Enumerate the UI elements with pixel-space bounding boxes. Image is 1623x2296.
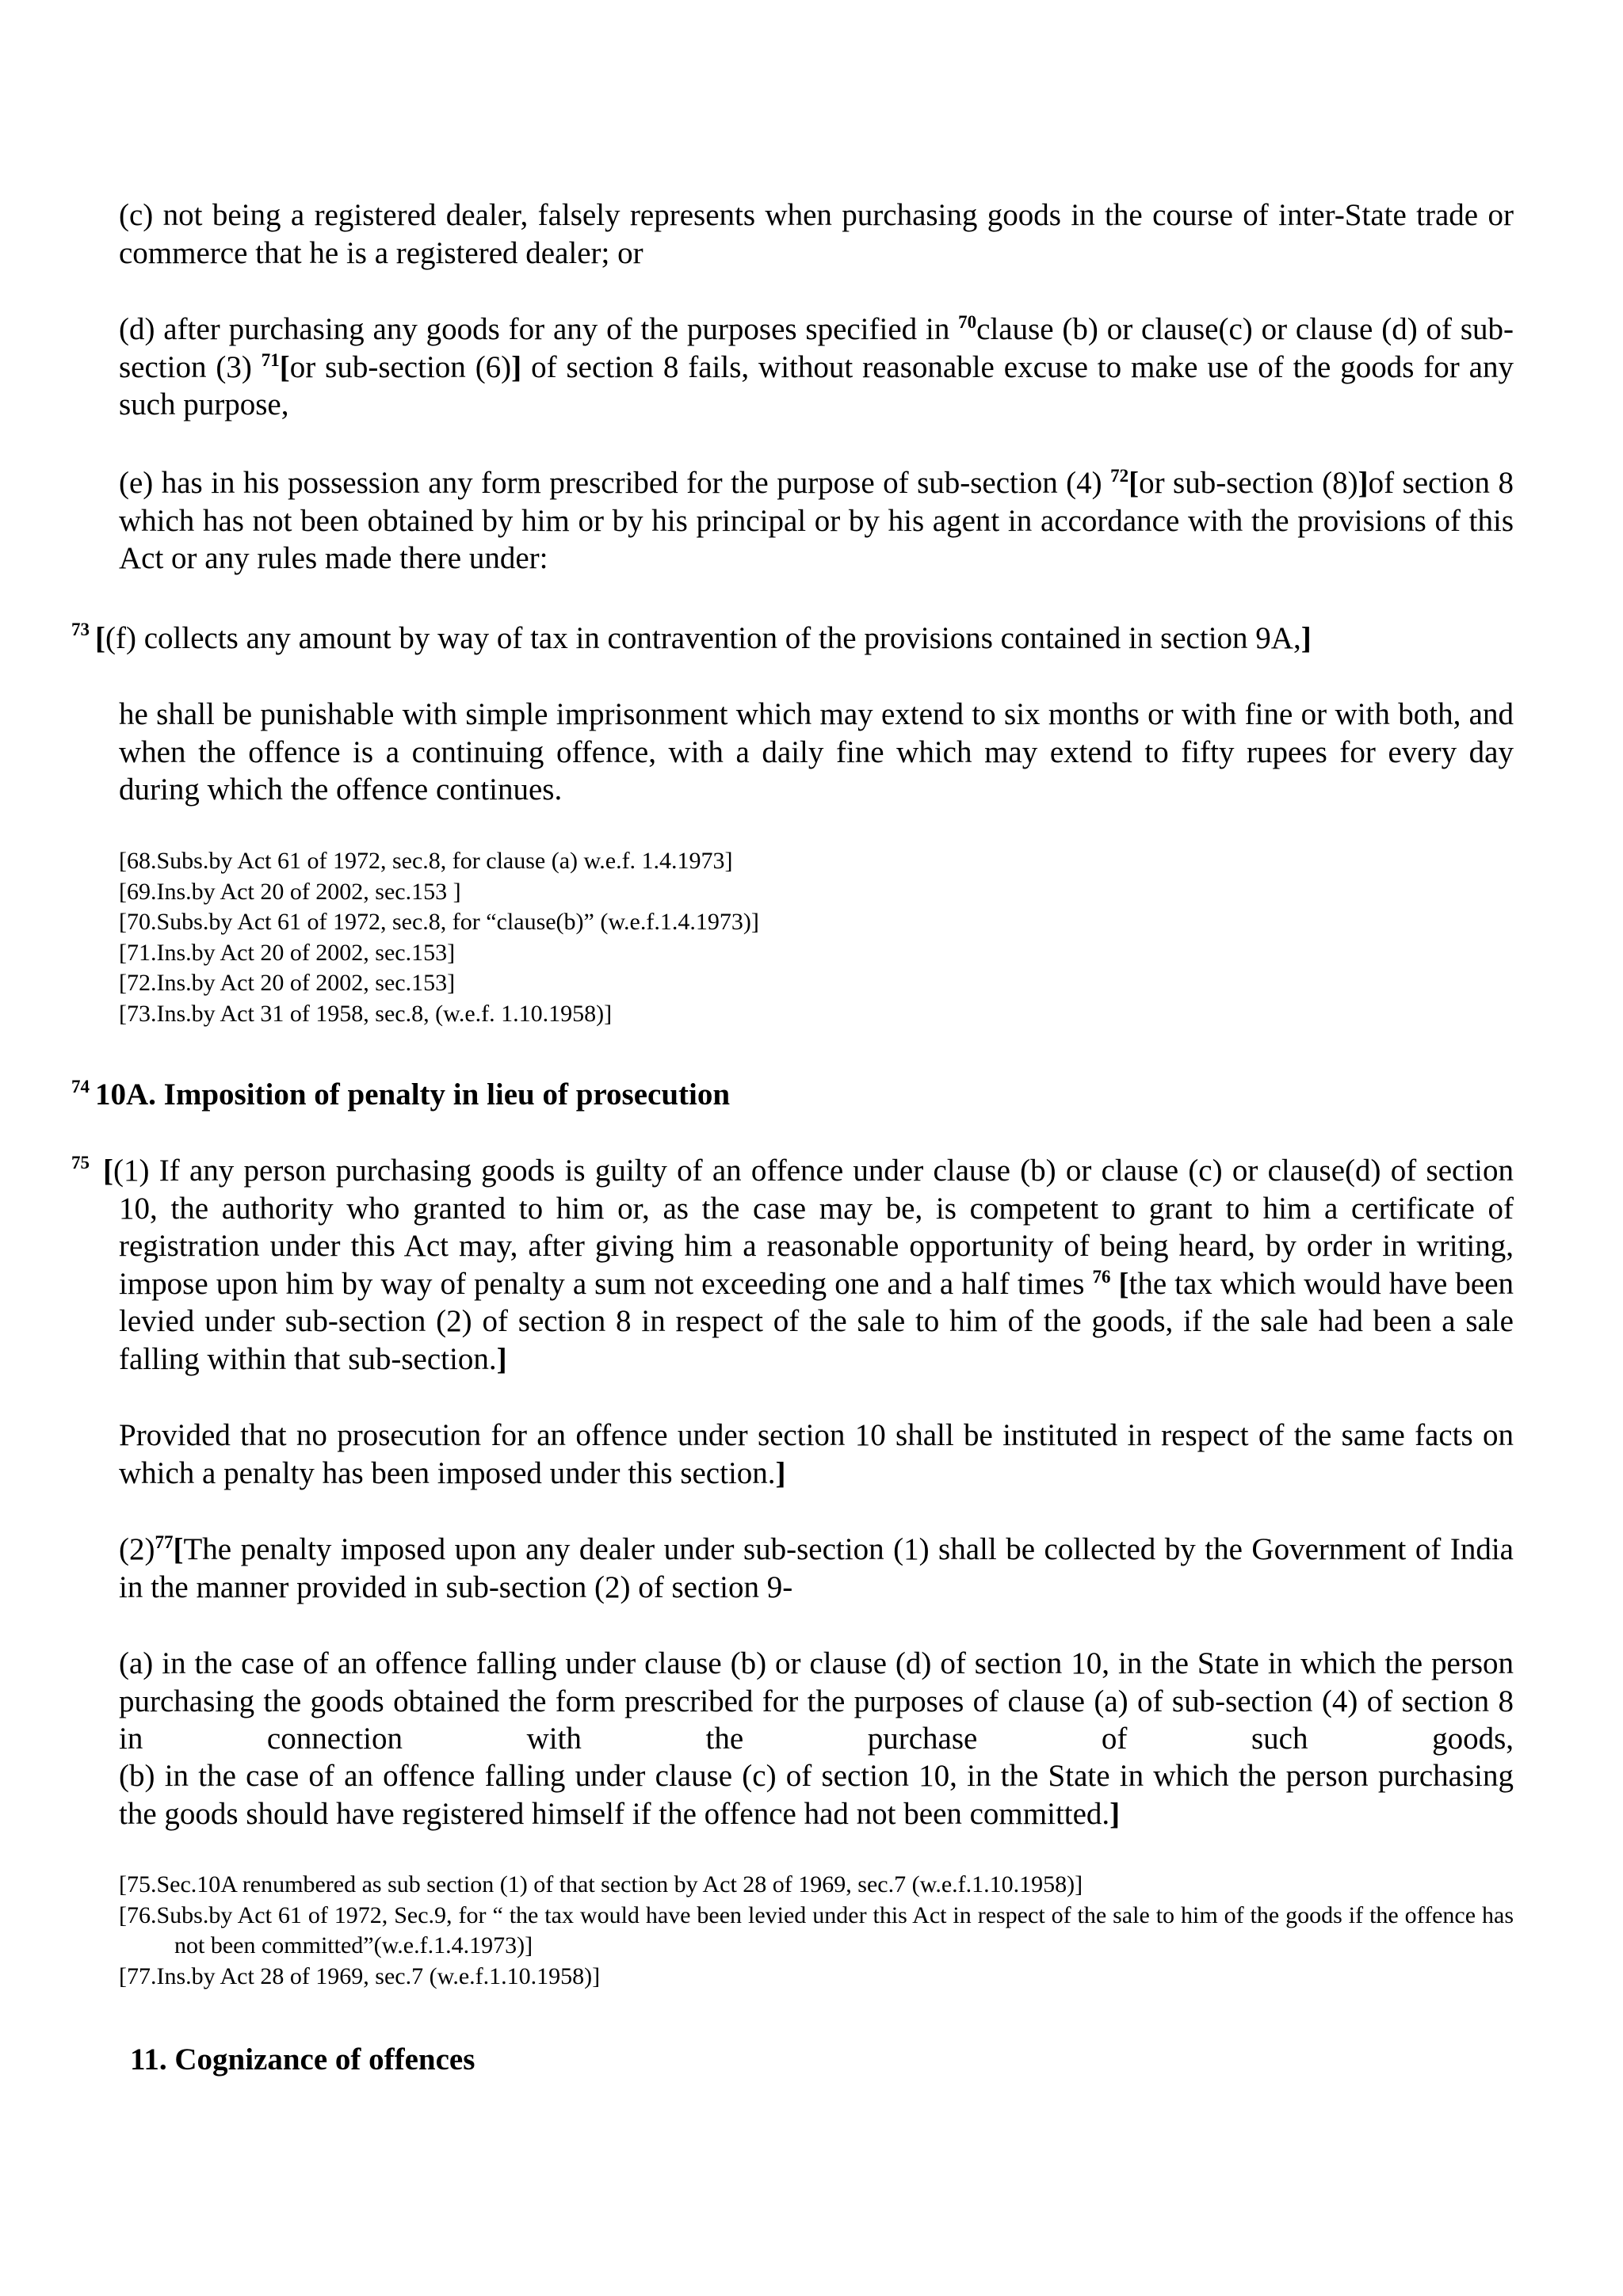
proviso-text: Provided that no prosecution for an offence under section 10 shall be instituted in respect of the same facts on which a penalty has been imposed under this section.: [119, 1418, 1514, 1490]
clause-c: (c) not being a registered dealer, falsely represents when purchasing goods in the course of inter-State trade or commerce that he is a registered dealer; or: [119, 198, 1514, 270]
section-10a-subsection-2: [119, 1531, 1514, 1606]
clause-f: [95, 620, 1514, 658]
clause-e-post: of section 8 which has not been obtained by him or by his principal or by his agent in accordance with the provisions of this Act or any rules made there under:: [119, 466, 1514, 575]
footnote-ref-71: 71: [261, 349, 280, 370]
footnote-ref-76: 76: [1092, 1266, 1111, 1287]
section-10a-subsection-1: [103, 1152, 1514, 1378]
footnote-69: [69.Ins.by Act 20 of 2002, sec.153 ]: [119, 878, 461, 905]
punishment-paragraph: he shall be punishable with simple imprisonment which may extend to six months or with fine or with both, and when the offence is a continuing offence, with a daily fine which may extend to fifty rupees for every day during which the offence continues.: [119, 697, 1514, 807]
footnotes-block-2: [119, 1870, 1514, 1992]
footnote-76: [76.Subs.by Act 61 of 1972, Sec.9, for “ the tax would have been levied under this Act in respect of the sale to him of the goods if the offence has not been committed”(w.e.f.1.4.1973)]: [119, 1901, 1514, 1958]
footnote-73: [73.Ins.by Act 31 of 1958, sec.8, (w.e.f. 1.10.1958)]: [119, 1000, 613, 1027]
proviso-paragraph: [119, 1417, 1514, 1492]
subsection-2-pre: (2): [119, 1532, 155, 1566]
section-10a-heading: 10A. Imposition of penalty in lieu of prosecution: [95, 1077, 731, 1112]
subsection-2-clause-b: [119, 1757, 1514, 1833]
clause-d-post: of section 8 fails, without reasonable excuse to make use of the goods for any such purpose,: [119, 349, 1514, 421]
bracket-close: ]: [1300, 621, 1312, 655]
bracket-close: ]: [496, 1341, 507, 1376]
footnote-70: [70.Subs.by Act 61 of 1972, sec.8, for “clause(b)” (w.e.f.1.4.1973)]: [119, 909, 759, 935]
footnote-75: [75.Sec.10A renumbered as sub section (1) of that section by Act 28 of 1969, sec.7 (w.e.f.1.10.1958)]: [119, 1871, 1083, 1897]
bracket-open: [: [173, 1532, 184, 1566]
footnote-ref-77: 77: [155, 1532, 174, 1552]
clause-d-mid2: or sub-section (6): [289, 349, 512, 384]
clause-e-mid: or sub-section (8): [1139, 466, 1358, 500]
clause-d-pre: (d) after purchasing any goods for any of the purposes specified in: [119, 312, 959, 346]
bracket-open: [: [1128, 466, 1140, 500]
footnote-marker-73: 73: [71, 620, 90, 639]
bracket-close: ]: [1109, 1796, 1121, 1831]
clause-e-pre: (e) has in his possession any form prescribed for the purpose of sub-section (4): [119, 466, 1111, 500]
subsection-1-text-2: the tax which would have been levied under sub-section (2) of section 8 in respect of the sale to him of the goods, if the sale had been a sale falling within that sub-section.: [119, 1266, 1514, 1376]
clause-b-text: (b) in the case of an offence falling under clause (c) of section 10, in the State in which the person purchasing the goods should have registered himself if the offence had not been committed.: [119, 1759, 1514, 1831]
clause-d: [119, 311, 1514, 424]
bracket-open: [: [103, 1154, 113, 1188]
clause-f-text: (f) collects any amount by way of tax in contravention of the provisions contained in section 9A,: [105, 621, 1301, 655]
footnotes-block-1: [119, 846, 1514, 1029]
section-11-heading: 11. Cognizance of offences: [130, 2042, 475, 2077]
bracket-open: [: [95, 621, 105, 655]
bracket-close: ]: [775, 1455, 786, 1490]
subsection-2-clause-a: (a) in the case of an offence falling under clause (b) or clause (d) of section 10, in the State in which the person purchasing the goods obtained the form prescribed for the purposes of clause (a) of sub-section (4) of section 8 in connection with the purchase of such goods,: [119, 1646, 1514, 1756]
footnote-68: [68.Subs.by Act 61 of 1972, sec.8, for clause (a) w.e.f. 1.4.1973]: [119, 848, 733, 874]
footnote-ref-72: 72: [1110, 466, 1129, 486]
footnote-ref-70: 70: [958, 312, 977, 332]
footnote-72: [72.Ins.by Act 20 of 2002, sec.153]: [119, 970, 456, 996]
clause-d-mid1: clause (b) or clause(c) or clause (d) of sub-section (3): [119, 312, 1514, 384]
footnote-77: [77.Ins.by Act 28 of 1969, sec.7 (w.e.f.1.10.1958)]: [119, 1962, 601, 1989]
bracket-close: ]: [1358, 466, 1369, 500]
bracket-open: [: [1110, 1266, 1129, 1301]
footnote-marker-74: 74: [71, 1077, 90, 1097]
clause-e: [119, 464, 1514, 578]
footnote-71: [71.Ins.by Act 20 of 2002, sec.153]: [119, 939, 456, 966]
bracket-close: ]: [511, 349, 522, 384]
bracket-open: [: [279, 349, 290, 384]
subsection-1-text: (1) If any person purchasing goods is guilty of an offence under clause (b) or clause (c) or clause(d) of section 10, the authority who granted to him or, as the case may be, is competent to grant to him a certificate of registration under this Act may, after giving him a reasonable opportunity of being heard, by order in writing, impose upon him by way of penalty a sum not exceeding one and a half times: [113, 1154, 1514, 1301]
subsection-2-text: The penalty imposed upon any dealer under sub-section (1) shall be collected by the Government of India in the manner provided in sub-section (2) of section 9-: [119, 1532, 1514, 1604]
footnote-marker-75: 75: [71, 1153, 90, 1173]
